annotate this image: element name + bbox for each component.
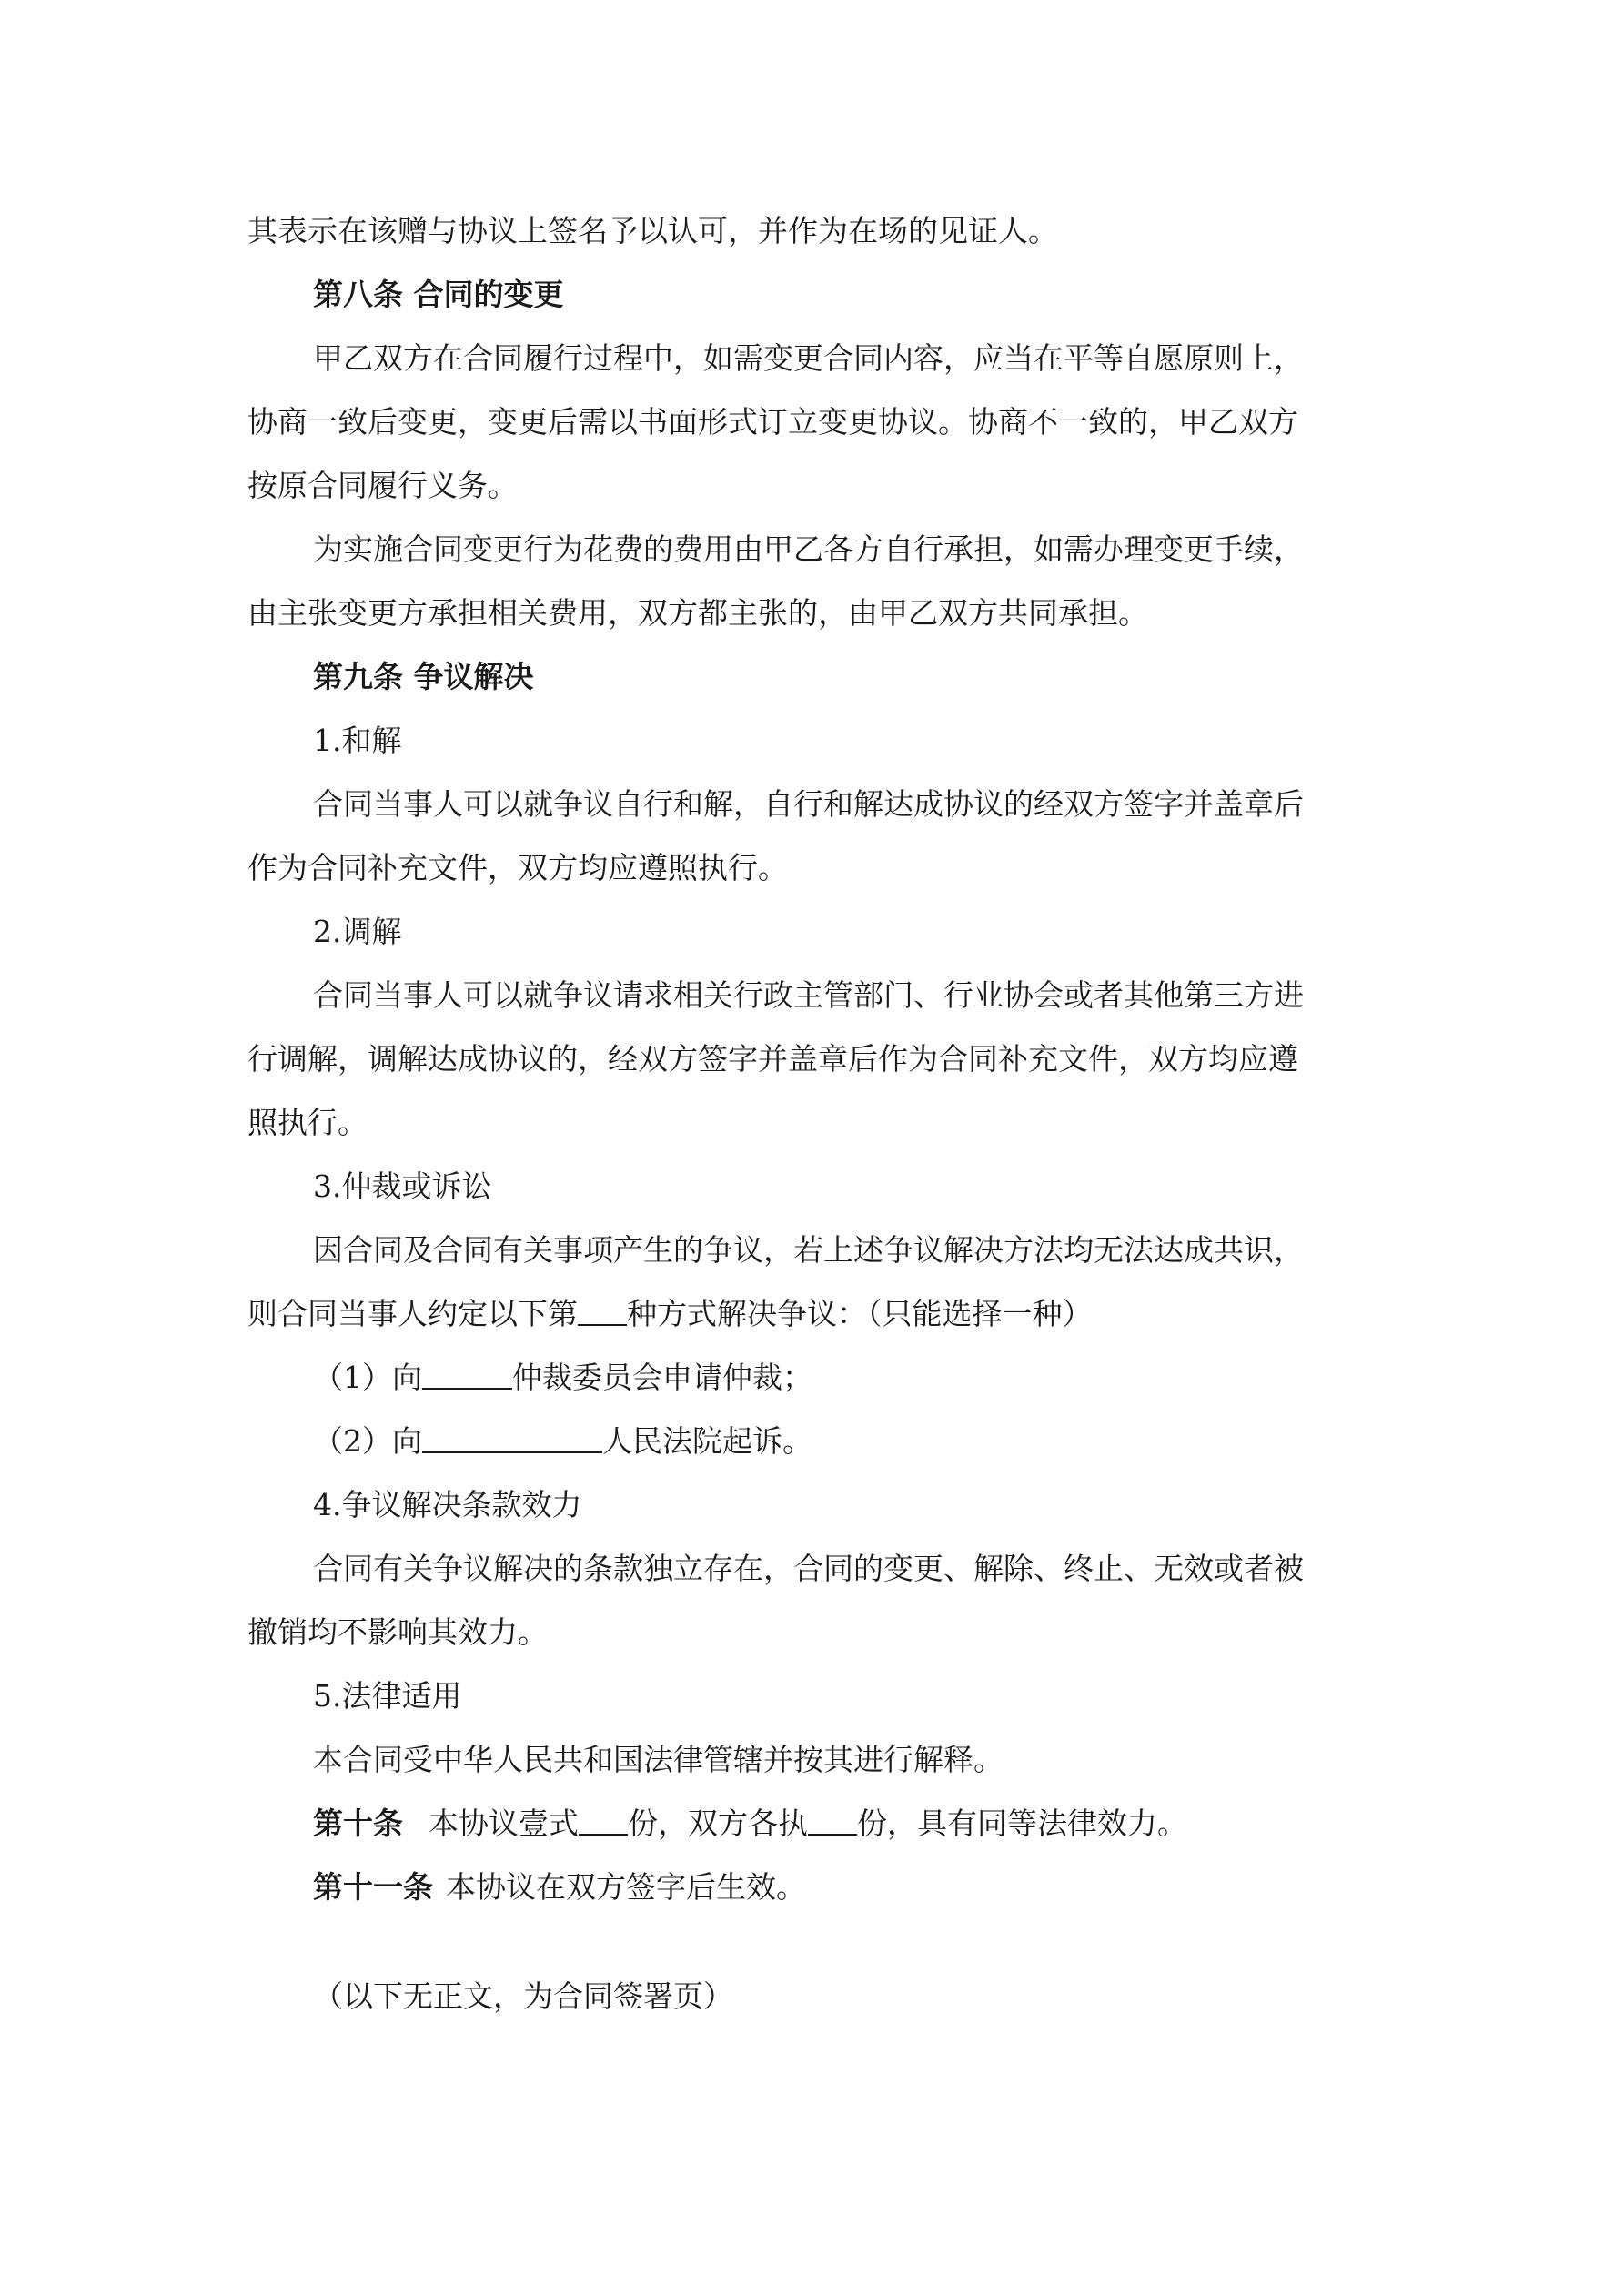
section-5-line-1: 本合同受中华人民共和国法律管辖并按其进行解释。: [313, 1742, 1004, 1777]
arbitration-commission-blank: [422, 1360, 512, 1390]
section-1-line-2: 作为合同补充文件，双方均应遵照执行。: [247, 850, 788, 885]
section-2-line-1: 合同当事人可以就争议请求相关行政主管部门、行业协会或者其他第三方进: [313, 977, 1304, 1013]
copies-total-blank: [579, 1806, 628, 1836]
article-11-label: 第十一条: [313, 1869, 433, 1905]
section-1-title: 1.和解: [313, 723, 402, 758]
section-5-title: 5.法律适用: [313, 1678, 462, 1714]
intro-line: 其表示在该赠与协议上签名予以认可，并作为在场的见证人。: [247, 213, 1058, 248]
article-9-heading: 第九条 争议解决: [313, 659, 534, 694]
copies-each-blank: [808, 1806, 857, 1836]
section-4-title: 4.争议解决条款效力: [313, 1487, 582, 1522]
article-8-paragraph-1-line-3: 按原合同履行义务。: [247, 468, 518, 503]
article-11: 第十一条 本协议在双方签字后生效。: [313, 1869, 806, 1905]
article-8-heading: 第八条 合同的变更: [313, 277, 564, 312]
section-2-title: 2.调解: [313, 914, 402, 949]
article-8-paragraph-2-line-2: 由主张变更方承担相关费用，双方都主张的，由甲乙双方共同承担。: [247, 595, 1148, 631]
article-10-label: 第十条: [313, 1805, 403, 1841]
section-1-line-1: 合同当事人可以就争议自行和解，自行和解达成协议的经双方签字并盖章后: [313, 786, 1304, 822]
section-4-line-2: 撤销均不影响其效力。: [247, 1614, 548, 1650]
section-2-line-3: 照执行。: [247, 1105, 368, 1140]
court-name-blank: [422, 1424, 602, 1453]
option-2-litigation: （2）向 人民法院起诉。: [313, 1423, 812, 1459]
article-10: 第十条 本协议壹式 份，双方各执 份，具有同等法律效力。: [313, 1805, 1187, 1841]
section-4-line-1: 合同有关争议解决的条款独立存在，合同的变更、解除、终止、无效或者被: [313, 1551, 1304, 1586]
section-2-line-2: 行调解，调解达成协议的，经双方签字并盖章后作为合同补充文件，双方均应遵: [247, 1041, 1298, 1077]
method-number-blank: [578, 1297, 627, 1326]
article-8-paragraph-1-line-1: 甲乙双方在合同履行过程中，如需变更合同内容，应当在平等自愿原则上，: [313, 340, 1304, 376]
section-3-title: 3.仲裁或诉讼: [313, 1168, 492, 1204]
closing-note: （以下无正文，为合同签署页）: [313, 1978, 733, 2014]
article-8-paragraph-2-line-1: 为实施合同变更行为花费的费用由甲乙各方自行承担，如需办理变更手续，: [313, 531, 1304, 567]
option-1-arbitration: （1）向 仲裁委员会申请仲裁；: [313, 1360, 812, 1395]
section-3-line-2: 则合同当事人约定以下第 种方式解决争议：（只能选择一种）: [247, 1296, 1093, 1331]
article-8-paragraph-1-line-2: 协商一致后变更，变更后需以书面形式订立变更协议。协商不一致的，甲乙双方: [247, 404, 1298, 440]
section-3-line-1: 因合同及合同有关事项产生的争议，若上述争议解决方法均无法达成共识，: [313, 1232, 1304, 1268]
